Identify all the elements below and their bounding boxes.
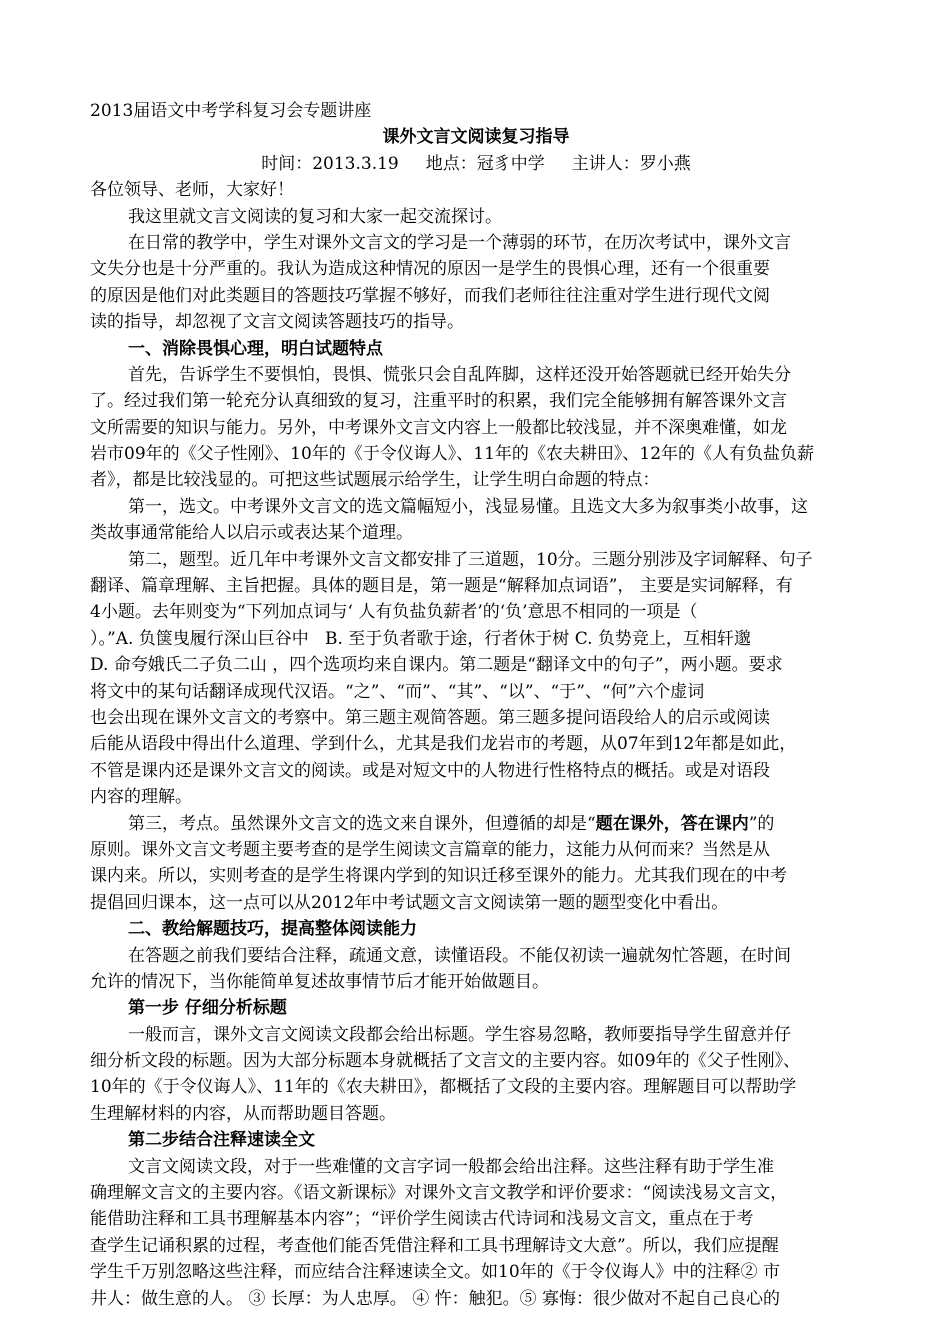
paragraph-line: 者》，都是比较浅显的。可把这些试题展示给学生，让学生明白命题的特点：: [90, 470, 660, 491]
paragraph-line: 10年的《于令仪诲人》、11年的《农夫耕田》，都概括了文段的主要内容。理解题目可以帮助学: [90, 1077, 797, 1098]
paragraph-line: 学生千万别忽略这些注释，而应结合注释速读全文。如10年的《于令仪诲人》中的注释② 市: [90, 1262, 781, 1283]
paragraph-line: 提倡回归课本，这一点可以从2012年中考试题文言文阅读第一题的题型变化中看出。: [90, 892, 729, 913]
step-heading-1: 第一步 仔细分析标题: [128, 998, 287, 1019]
meta-line: 时间：2013.3.19 地点：冠豸中学 主讲人：罗小燕: [261, 153, 691, 174]
paragraph-line: 允许的情况下，当你能简单复述故事情节后才能开始做题目。: [90, 971, 549, 992]
paragraph-line: 了。经过我们第一轮充分认真细致的复习，注重平时的积累，我们完全能够拥有解答课外文言: [90, 391, 787, 412]
section-heading-2: 二、教给解题技巧，提高整体阅读能力: [128, 919, 417, 940]
paragraph-line: 类故事通常能给人以启示或表达某个道理。: [90, 523, 413, 544]
paragraph-line: 的原因是他们对此类题目的答题技巧掌握不够好，而我们老师往往注重对学生进行现代文阅: [90, 285, 770, 306]
text-span: ”的: [748, 813, 775, 834]
paragraph-line: 首先，告诉学生不要惧怕，畏惧、慌张只会自乱阵脚，这样还没开始答题就已经开始失分: [128, 364, 791, 385]
document-page: [90, 98, 862, 1312]
paragraph-line: 我这里就文言文阅读的复习和大家一起交流探讨。: [128, 206, 502, 227]
emphasis-text: 题在课外，答在课内: [595, 813, 749, 834]
paragraph-line: 将文中的某句话翻译成现代汉语。“之”、“而”、“其”、“以”、“于”、“何”六个虚词: [90, 681, 705, 702]
paragraph-line: 文言文阅读文段，对于一些难懂的文言字词一般都会给出注释。这些注释有助于学生准: [128, 1156, 774, 1177]
paragraph-line: 一般而言，课外文言文阅读文段都会给出标题。学生容易忽略，教师要指导学生留意并仔: [128, 1024, 791, 1045]
paragraph-line: 确理解文言文的主要内容。《语文新课标》对课外文言文教学和评价要求：“阅读浅易文言文，: [90, 1183, 788, 1204]
paragraph-line: 在答题之前我们要结合注释，疏通文意，读懂语段。不能仅初读一遍就匆忙答题，在时间: [128, 945, 791, 966]
paragraph-line: 能借助注释和工具书理解基本内容”；“评价学生阅读古代诗词和浅易文言文，重点在于考: [90, 1209, 754, 1230]
paragraph-line: 也会出现在课外文言文的考察中。第三题主观简答题。第三题多提问语段给人的启示或阅读: [90, 707, 770, 728]
paragraph-line: 4小题。去年则变为“下列加点词与‘ 人有负盐负薪者’的‘负’意思不相同的一项是（: [90, 602, 698, 623]
paragraph-line: 翻译、篇章理解、主旨把握。具体的题目是，第一题是“解释加点词语”， 主要是实词解释，有: [90, 576, 793, 597]
text-span: 第三，考点。虽然课外文言文的选文来自课外，但遵循的却是“: [128, 813, 596, 834]
paragraph-line: 在日常的教学中，学生对课外文言文的学习是一个薄弱的环节，在历次考试中，课外文言: [128, 232, 791, 253]
paragraph-line: 不管是课内还是课外文言文的阅读。或是对短文中的人物进行性格特点的概括。或是对语段: [90, 760, 770, 781]
paragraph-line: 查学生记诵积累的过程，考查他们能否凭借注释和工具书理解诗文大意”。所以，我们应提醒: [90, 1235, 779, 1256]
greeting: 各位领导、老师，大家好！: [90, 180, 294, 201]
paragraph-line: 第二，题型。近几年中考课外文言文都安排了三道题，10分。三题分别涉及字词解释、句子: [128, 549, 813, 570]
paragraph-line: 第一，选文。中考课外文言文的选文篇幅短小，浅显易懂。且选文大多为叙事类小故事，这: [128, 496, 808, 517]
step-heading-2: 第二步结合注释速读全文: [128, 1130, 315, 1151]
paragraph-line: 后能从语段中得出什么道理、学到什么，尤其是我们龙岩市的考题，从07年到12年都是如此，: [90, 734, 797, 755]
paragraph-line: D. 命夸娥氏二子负二山 ，四个选项均来自课内。第二题是“翻译文中的句子”，两小题。要求: [90, 655, 783, 676]
paragraph-line: 文失分也是十分严重的。我认为造成这种情况的原因一是学生的畏惧心理，还有一个很重要: [90, 259, 770, 280]
paragraph-line: 读的指导，却忽视了文言文阅读答题技巧的指导。: [90, 312, 464, 333]
paragraph-line: 井人：做生意的人。 ③ 长厚：为人忠厚。 ④ 忤：触犯。⑤ 寡悔：很少做对不起自己良心的: [90, 1288, 781, 1309]
paragraph-line: 文所需要的知识与能力。另外，中考课外文言文内容上一般都比较浅显，并不深奥难懂，如龙: [90, 417, 787, 438]
series-title: 2013届语文中考学科复习会专题讲座: [90, 101, 372, 121]
paragraph-line: 岩市09年的《父子性刚》、10年的《于令仪诲人》、11年的《农夫耕田》、12年的《人有负盐负薪: [90, 444, 815, 465]
paragraph-line: 课内来。所以，实则考查的是学生将课内学到的知识迁移至课外的能力。尤其我们现在的中考: [90, 866, 787, 887]
paragraph-line: 细分析文段的标题。因为大部分标题本身就概括了文言文的主要内容。如09年的《父子性刚》、: [90, 1051, 801, 1072]
document-title: 课外文言文阅读复习指导: [382, 127, 570, 148]
paragraph-line: 内容的理解。: [90, 787, 192, 808]
paragraph-line: 生理解材料的内容，从而帮助题目答题。: [90, 1103, 396, 1124]
paragraph-line: ）。”A. 负箧曳履行深山巨谷中 B. 至于负者歌于途，行者休于树 C. 负势竞上，互相轩邈: [90, 628, 751, 649]
paragraph-line: [90, 811, 862, 837]
section-heading-1: 一、消除畏惧心理，明白试题特点: [128, 338, 383, 359]
paragraph-line: 原则。课外文言文考题主要考查的是学生阅读文言篇章的能力，这能力从何而来？当然是从: [90, 839, 770, 860]
